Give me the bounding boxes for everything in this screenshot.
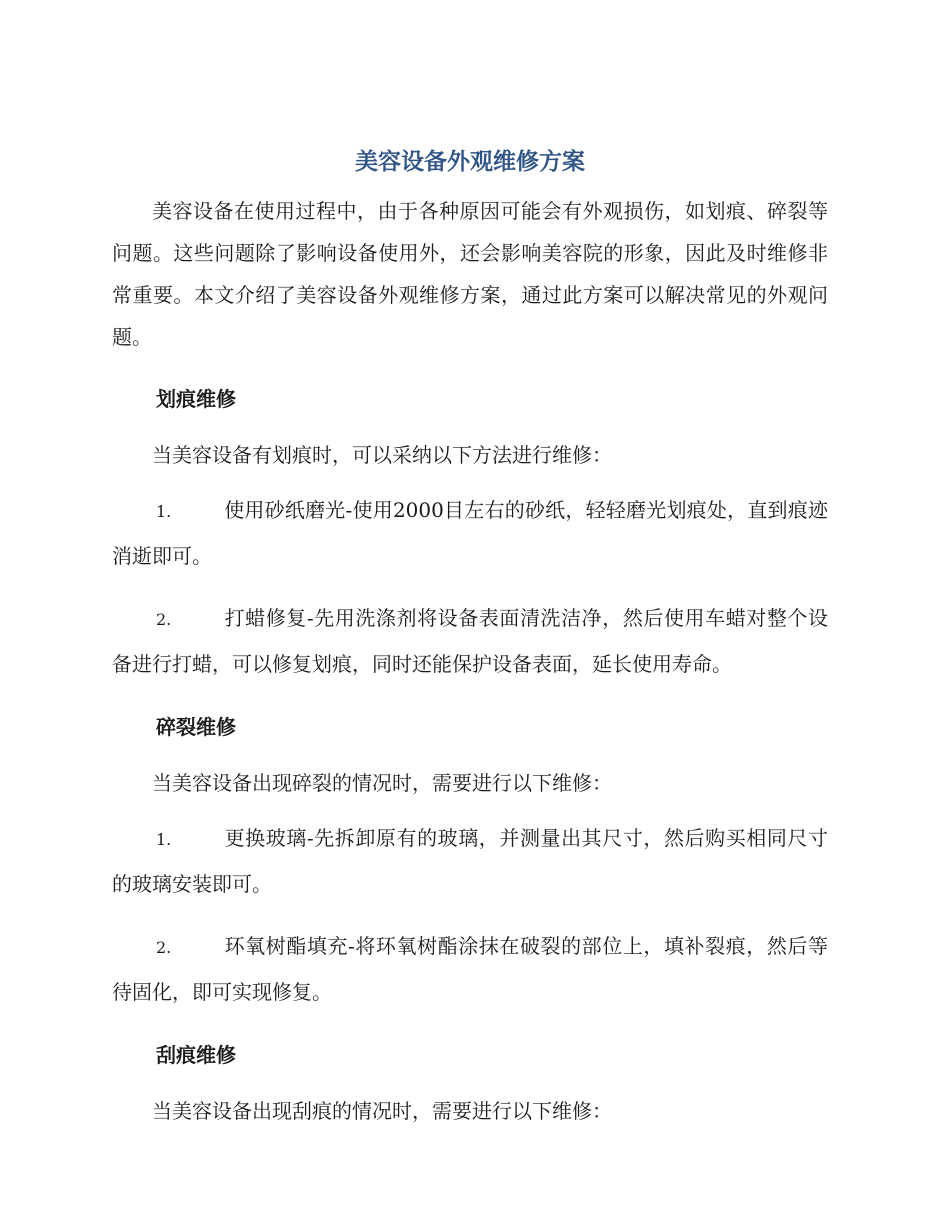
section-lead: 当美容设备出现刮痕的情况时，需要进行以下维修： (152, 1099, 612, 1123)
intro-paragraph: 美容设备在使用过程中，由于各种原因可能会有外观损伤，如划痕、碎裂等问题。这些问题除了影响设备使用外，还会影响美容院的形象，因此及时维修非常重要。本文介绍了美容设备外观维修方案，通过此方案可以解决常见的外观问题。 (112, 199, 828, 349)
section-lead: 当美容设备有划痕时，可以采纳以下方法进行维修： (152, 443, 612, 467)
section-heading: 刮痕维修 (156, 1043, 236, 1067)
list-text: 使用砂纸磨光-使用2000目左右的砂纸，轻轻磨光划痕处，直到痕迹消逝即可。 (112, 498, 828, 568)
document-page (112, 140, 828, 1126)
section-scuff-repair (112, 1040, 828, 1126)
section-lead: 当美容设备出现碎裂的情况时，需要进行以下维修： (152, 771, 612, 795)
list-text: 环氧树酯填充-将环氧树酯涂抹在破裂的部位上，填补裂痕，然后等待固化，即可实现修复。 (112, 934, 828, 1004)
list-text: 打蜡修复-先用洗涤剂将设备表面清洗洁净，然后使用车蜡对整个设备进行打蜡，可以修复划痕，同时还能保护设备表面，延长使用寿命。 (112, 606, 828, 676)
list-item (112, 816, 828, 906)
list-item (112, 488, 828, 578)
list-number: 2. (156, 938, 172, 957)
section-scratch-repair (112, 384, 828, 686)
list-text: 更换玻璃-先拆卸原有的玻璃，并测量出其尺寸，然后购买相同尺寸的玻璃安装即可。 (112, 826, 828, 896)
document-title: 美容设备外观维修方案 (355, 149, 585, 175)
list-item (112, 596, 828, 686)
section-crack-repair (112, 712, 828, 1014)
list-item (112, 924, 828, 1014)
list-number: 1. (156, 502, 172, 521)
section-heading: 划痕维修 (156, 387, 236, 411)
section-heading: 碎裂维修 (156, 715, 236, 739)
list-number: 1. (156, 830, 172, 849)
list-number: 2. (156, 610, 172, 629)
